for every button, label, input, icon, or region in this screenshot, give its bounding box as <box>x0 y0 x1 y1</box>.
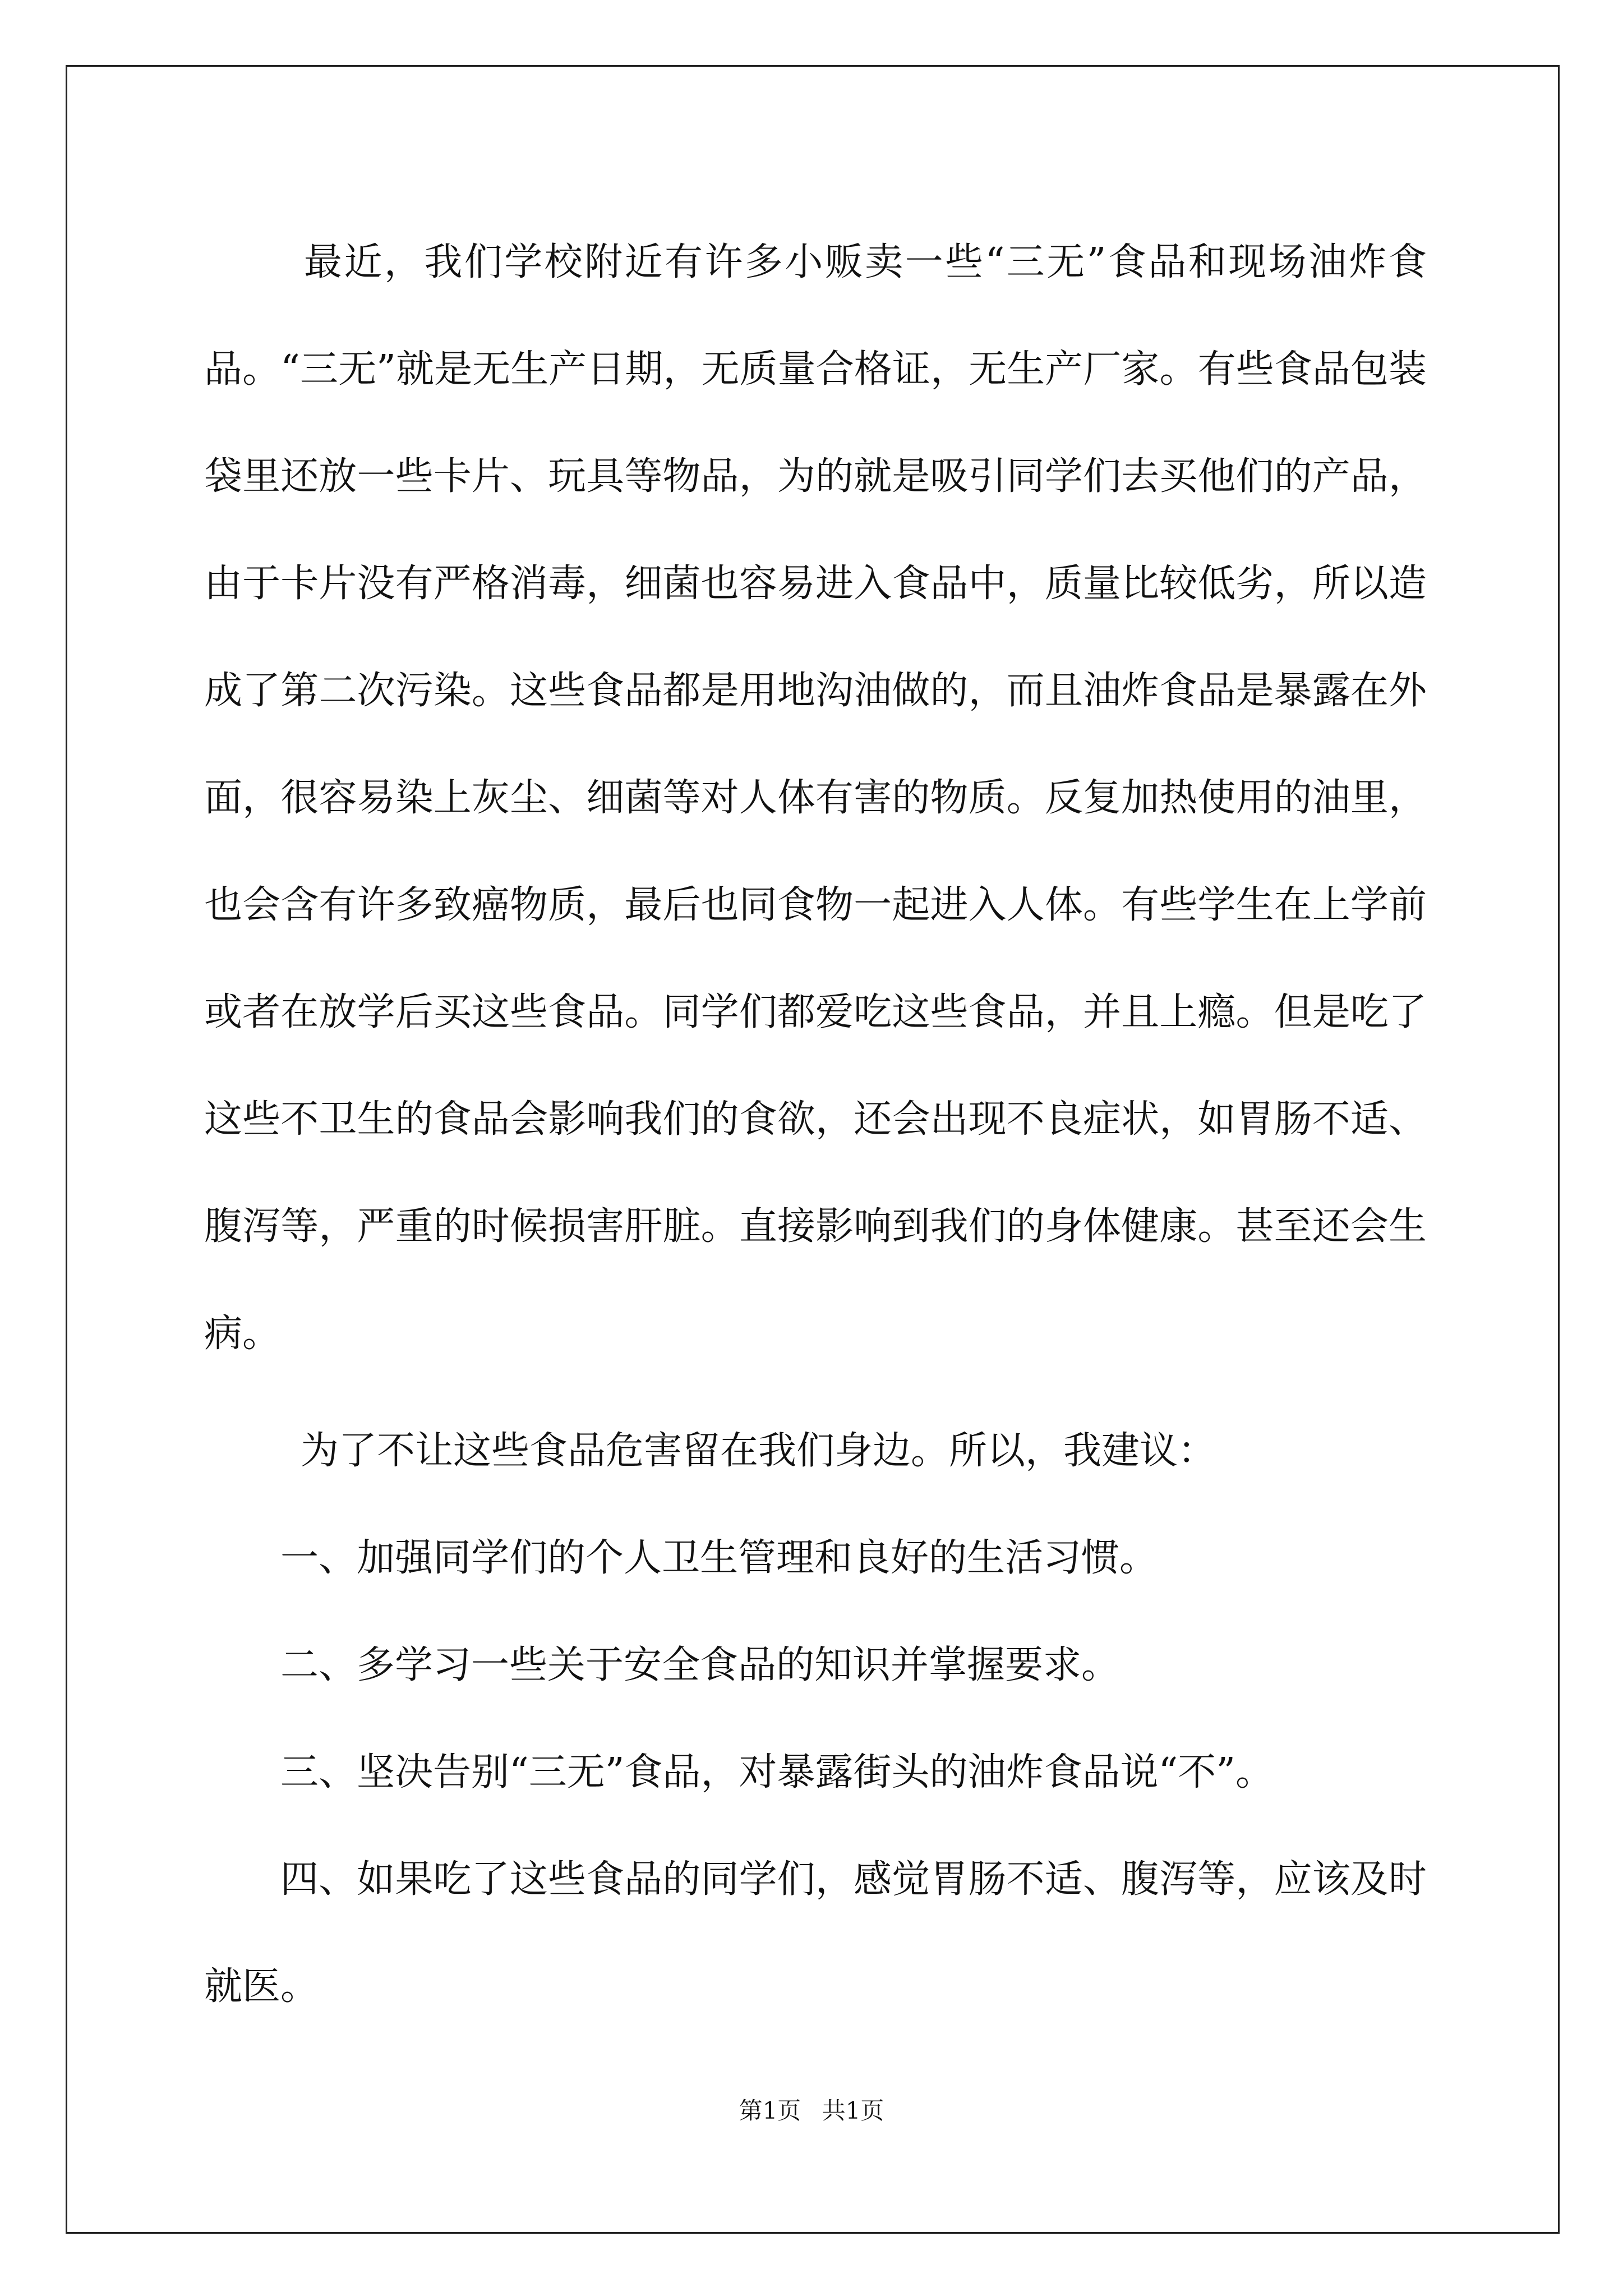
page-footer <box>0 2092 1623 2126</box>
recommendation-item-3: 三、坚决告别“三无”食品，对暴露街头的油炸食品说“不”。 <box>280 1750 1274 1795</box>
document-body <box>204 209 1427 2040</box>
recommendation-item-4: 四、如果吃了这些食品的同学们，感觉胃肠不适、腹泻等，应该及时就医。 <box>204 1857 1427 2009</box>
main-paragraph: 最近，我们学校附近有许多小贩卖一些“三无”食品和现场油炸食品。“三无”就是无生产日期，无质量合格证，无生产厂家。有些食品包装袋里还放一些卡片、玩具等物品，为的就是吸引同学们去买他们的产品，由于卡片没有严格消毒，细菌也容易进入食品中，质量比较低劣，所以造成了第二次污染。这些食品都是用地沟油做的，而且油炸食品是暴露在外面，很容易染上灰尘、细菌等对人体有害的物质。反复加热使用的油里，也会含有许多致癌物质，最后也同食物一起进入人体。有些学生在上学前或者在放学后买这些食品。同学们都爱吃这些食品，并且上瘾。但是吃了这些不卫生的食品会影响我们的食欲，还会出现不良症状，如胃肠不适、腹泻等，严重的时候损害肝脏。直接影响到我们的身体健康。甚至还会生病。 <box>204 240 1427 1356</box>
page-number: 第1页 <box>739 2097 801 2124</box>
recommendation-item-1: 一、加强同学们的个人卫生管理和良好的生活习惯。 <box>280 1536 1158 1580</box>
recommendation-item-2: 二、多学习一些关于安全食品的知识并掌握要求。 <box>280 1643 1120 1687</box>
recommendation-intro: 为了不让这些食品危害留在我们身边。所以，我建议： <box>301 1429 1216 1473</box>
page-total: 共1页 <box>822 2097 884 2124</box>
